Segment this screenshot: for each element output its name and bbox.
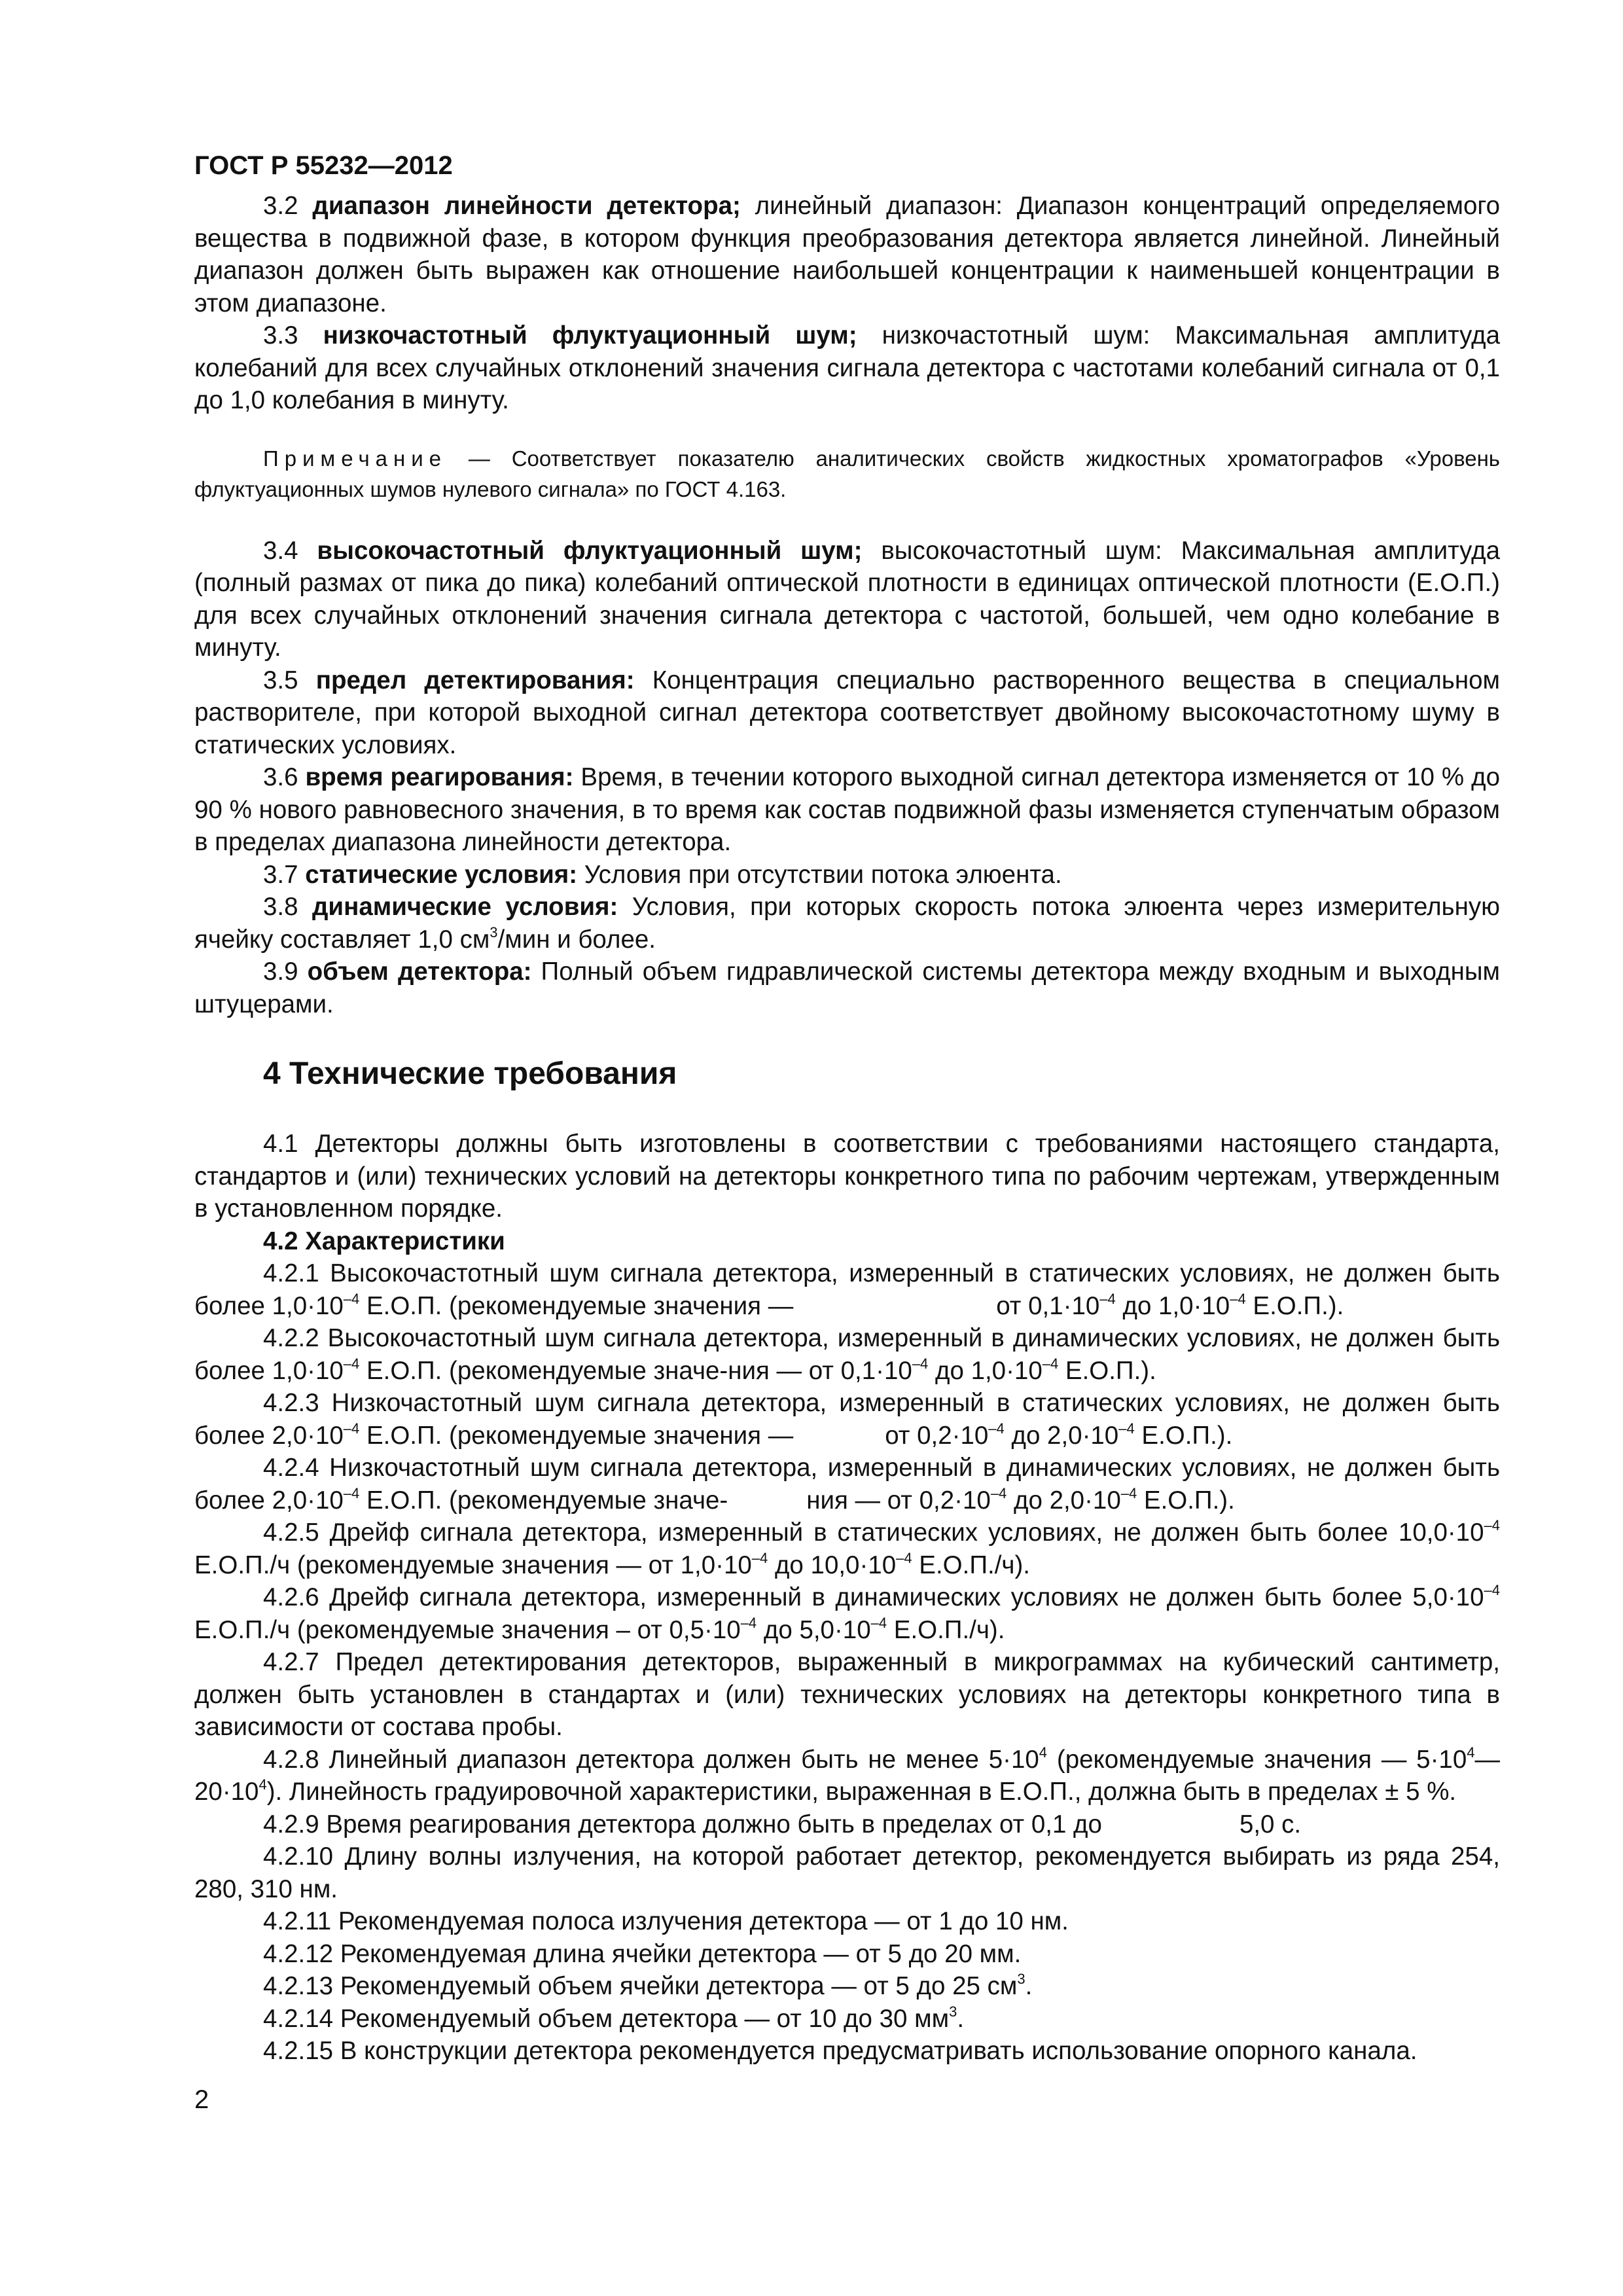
clause-4-2-3 bbox=[194, 1387, 1500, 1452]
superscript: 4 bbox=[1467, 1744, 1475, 1761]
clause-4-2-15: 4.2.15 В конструкции детектора рекомендуется предусматривать использование опорного канала. bbox=[263, 2037, 1418, 2065]
superscript: –4 bbox=[751, 1549, 768, 1566]
text: Е.О.П.). bbox=[1245, 1291, 1344, 1320]
clause-term: динамические условия: bbox=[312, 893, 618, 921]
section-4-title: 4 Технические требования bbox=[263, 1056, 677, 1091]
text: 4.2.13 Рекомендуемый объем ячейки детектора — от 5 до 25 см bbox=[263, 1972, 1018, 2000]
clause-3-2 bbox=[194, 190, 1500, 319]
superscript: –4 bbox=[1120, 1484, 1137, 1501]
clause-number: 3.6 bbox=[263, 763, 306, 791]
text: от 0,2·10 bbox=[885, 1421, 989, 1450]
text: до 1,0·10 bbox=[928, 1356, 1043, 1385]
text: Е.О.П./ч). bbox=[912, 1551, 1030, 1579]
clause-number: 3.7 bbox=[263, 860, 306, 889]
text: до 1,0·10 bbox=[1115, 1291, 1230, 1320]
superscript: –4 bbox=[990, 1484, 1007, 1501]
text: 4.2.8 Линейный диапазон детектора должен быть не менее 5·10 bbox=[263, 1745, 1039, 1774]
clause-number: 3.4 bbox=[263, 536, 317, 565]
clause-number: 3.2 bbox=[263, 192, 313, 220]
clause-text: высокочастотный шум: Максимальная амплитуда (полный размах от пика до пика) колебаний оптической плотности в единицах оптической плотности (Е.О.П.) для всех случайных отклонений значения сигнала детектора с частотой, большей, чем одно колебание в минуту. bbox=[194, 536, 1501, 662]
page-number: 2 bbox=[194, 2085, 209, 2114]
clause-3-8 bbox=[194, 891, 1500, 956]
clause-4-2-9 bbox=[194, 1808, 1500, 1841]
clause-text-tail: /мин и более. bbox=[497, 925, 656, 954]
text: (рекомендуемые значения — 5·10 bbox=[1047, 1745, 1467, 1774]
superscript: –4 bbox=[912, 1355, 929, 1372]
text: 4.2.3 Низкочастотный шум сигнала детектора, измеренный в статических условиях, не должен быть более 2,0·10 bbox=[194, 1389, 1500, 1450]
superscript: –4 bbox=[343, 1355, 360, 1372]
note bbox=[194, 443, 1500, 505]
clause-text: низкочастотный шум: Максимальная амплитуда колебаний для всех случайных отклонений значения сигнала детектора с частотами колебаний сигнала от 0,1 до 1,0 колебания в минуту. bbox=[194, 321, 1500, 414]
text: Е.О.П./ч (рекомендуемые значения – от 0,5·10 bbox=[194, 1615, 741, 1644]
text: до 2,0·10 bbox=[1007, 1486, 1121, 1515]
superscript: –4 bbox=[896, 1549, 912, 1566]
text: Е.О.П./ч). bbox=[887, 1615, 1005, 1644]
text: . bbox=[957, 2004, 965, 2033]
superscript: –4 bbox=[1042, 1355, 1059, 1372]
clause-3-3 bbox=[194, 319, 1500, 417]
document-page bbox=[194, 149, 1500, 2068]
clause-3-4 bbox=[194, 535, 1500, 664]
clause-4-2-12: 4.2.12 Рекомендуемая длина ячейки детектора — от 5 до 20 мм. bbox=[263, 1939, 1022, 1968]
text: 4.2.1 Высокочастотный шум сигнала детектора, измеренный в статических условиях, не должен быть более 1,0·10 bbox=[194, 1259, 1500, 1320]
text: Е.О.П./ч (рекомендуемые значения — от 1,0·10 bbox=[194, 1551, 752, 1579]
text: до 10,0·10 bbox=[768, 1551, 897, 1579]
clause-text: Концентрация специально растворенного вещества в специальном растворителе, при которой выходной сигнал детектора соответствует двойному высокочастотному шуму в статических условиях. bbox=[194, 666, 1500, 759]
text: от 0,1·10 bbox=[996, 1291, 1100, 1320]
clause-4-2-10: 4.2.10 Длину волны излучения, на которой работает детектор, рекомендуется выбирать из ряда 254, 280, 310 нм. bbox=[194, 1842, 1500, 1903]
clause-text: линейный диапазон: Диапазон концентраций определяемого вещества в подвижной фазе, в котором функция преобразования детектора является линейной. Линейный диапазон должен быть выражен как отношение наибольшей концентрации к наименьшей концентрации в этом диапазоне. bbox=[194, 192, 1500, 317]
clause-4-2-4 bbox=[194, 1452, 1500, 1516]
text: —20·10 bbox=[194, 1745, 1500, 1806]
text: 4.2.2 Высокочастотный шум сигнала детектора, измеренный в динамических условиях, не должен быть более 1,0·10 bbox=[194, 1324, 1500, 1385]
clause-4-2-8 bbox=[194, 1744, 1500, 1808]
text: ). Линейность градуировочной характеристики, выраженная в Е.О.П., должна быть в пределах ± 5 %. bbox=[266, 1778, 1457, 1806]
clause-text: Время, в течении которого выходной сигнал детектора изменяется от 10 % до 90 % нового равновесного значения, в то время как состав подвижной фазы изменяется ступенчатым образом в пределах диапазона линейности детектора. bbox=[194, 763, 1500, 856]
clause-4-2-11: 4.2.11 Рекомендуемая полоса излучения детектора — от 1 до 10 нм. bbox=[263, 1907, 1069, 1935]
superscript: 3 bbox=[949, 2003, 957, 2020]
clause-term: диапазон линейности детектора; bbox=[312, 192, 741, 220]
clause-4-2-1 bbox=[194, 1257, 1500, 1322]
clause-text: Условия при отсутствии потока элюента. bbox=[577, 860, 1062, 889]
clause-number: 3.3 bbox=[263, 321, 323, 350]
clause-4-2-5 bbox=[194, 1516, 1500, 1581]
superscript: –4 bbox=[343, 1484, 360, 1501]
text: 4.2.6 Дрейф сигнала детектора, измеренный в динамических условиях не должен быть более 5,0·10 bbox=[263, 1583, 1484, 1611]
superscript: –4 bbox=[740, 1614, 757, 1631]
clause-4-2-6 bbox=[194, 1581, 1500, 1646]
document-header: ГОСТ Р 55232—2012 bbox=[194, 151, 453, 180]
text: 5,0 с. bbox=[1239, 1810, 1302, 1839]
clause-number: 3.8 bbox=[263, 893, 312, 921]
text: Е.О.П.). bbox=[1058, 1356, 1156, 1385]
superscript: 4 bbox=[1039, 1744, 1048, 1761]
superscript: –4 bbox=[1118, 1420, 1135, 1437]
text: Е.О.П. (рекомендуемые значе- bbox=[359, 1486, 728, 1515]
text: Е.О.П. (рекомендуемые значе-ния — от 0,1·10 bbox=[359, 1356, 912, 1385]
clause-3-5 bbox=[194, 664, 1500, 762]
clause-4-2-2 bbox=[194, 1322, 1500, 1387]
text: ния — от 0,2·10 bbox=[806, 1486, 991, 1515]
clause-number: 3.5 bbox=[263, 666, 316, 694]
superscript: –4 bbox=[343, 1290, 360, 1307]
superscript: 4 bbox=[259, 1776, 267, 1793]
clause-4-2-7: 4.2.7 Предел детектирования детекторов, выраженный в микрограммах на кубический сантиметр, должен быть установлен в стандартах и (или) технических условиях на детекторы конкретного типа в зависимости от состава пробы. bbox=[194, 1648, 1500, 1741]
text: до 2,0·10 bbox=[1004, 1421, 1119, 1450]
superscript: –4 bbox=[1484, 1517, 1500, 1534]
superscript: –4 bbox=[1099, 1290, 1116, 1307]
clause-3-9 bbox=[194, 956, 1500, 1020]
clause-text: Полный объем гидравлической системы детектора между входным и выходным штуцерами. bbox=[194, 958, 1501, 1018]
superscript: 3 bbox=[1017, 1971, 1026, 1987]
clause-term: время реагирования: bbox=[305, 763, 574, 791]
clause-4-2-14 bbox=[194, 2003, 1500, 2036]
superscript: –4 bbox=[1484, 1582, 1500, 1598]
text: 4.2.14 Рекомендуемый объем детектора — от 10 до 30 мм bbox=[263, 2004, 950, 2033]
clause-3-6 bbox=[194, 761, 1500, 859]
clause-number: 3.9 bbox=[263, 958, 308, 986]
text: Е.О.П. (рекомендуемые значения — bbox=[359, 1291, 794, 1320]
clause-term: предел детектирования: bbox=[315, 666, 635, 694]
clause-term: низкочастотный флуктуационный шум; bbox=[323, 321, 857, 350]
clause-4-1: 4.1 Детекторы должны быть изготовлены в соответствии с требованиями настоящего стандарта, стандартов и (или) технических условий на детекторы конкретного типа по рабочим чертежам, утвержденным в установленном порядке. bbox=[194, 1130, 1500, 1223]
clause-3-7 bbox=[194, 859, 1500, 891]
clause-text: Условия, при которых скорость потока элюента через измерительную ячейку составляет 1,0 см bbox=[194, 893, 1500, 954]
text: Е.О.П.). bbox=[1137, 1486, 1235, 1515]
superscript: –4 bbox=[988, 1420, 1005, 1437]
text: 4.2.5 Дрейф сигнала детектора, измеренный в статических условиях, не должен быть более 10,0·10 bbox=[263, 1518, 1484, 1547]
clause-term: объем детектора: bbox=[307, 958, 532, 986]
superscript: –4 bbox=[870, 1614, 887, 1631]
clause-term: статические условия: bbox=[305, 860, 578, 889]
clause-term: высокочастотный флуктуационный шум; bbox=[317, 536, 863, 565]
text: . bbox=[1025, 1972, 1033, 2000]
text: до 5,0·10 bbox=[757, 1615, 871, 1644]
superscript: –4 bbox=[343, 1420, 360, 1437]
superscript: –4 bbox=[1230, 1290, 1246, 1307]
clause-4-2-13 bbox=[194, 1970, 1500, 2003]
note-label: Примечание bbox=[263, 446, 448, 471]
superscript: 3 bbox=[490, 924, 498, 941]
text: Е.О.П. (рекомендуемые значения — bbox=[359, 1421, 794, 1450]
clause-4-2-heading: 4.2 Характеристики bbox=[263, 1227, 505, 1255]
text: Е.О.П.). bbox=[1134, 1421, 1233, 1450]
text: 4.2.9 Время реагирования детектора должно быть в пределах от 0,1 до bbox=[263, 1810, 1102, 1839]
note-text: — Соответствует показателю аналитических свойств жидкостных хроматографов «Уровень флуктуационных шумов нулевого сигнала» по ГОСТ 4.163. bbox=[194, 446, 1500, 501]
text: 4.2.4 Низкочастотный шум сигнала детектора, измеренный в динамических условиях, не должен быть более 2,0·10 bbox=[194, 1454, 1500, 1515]
